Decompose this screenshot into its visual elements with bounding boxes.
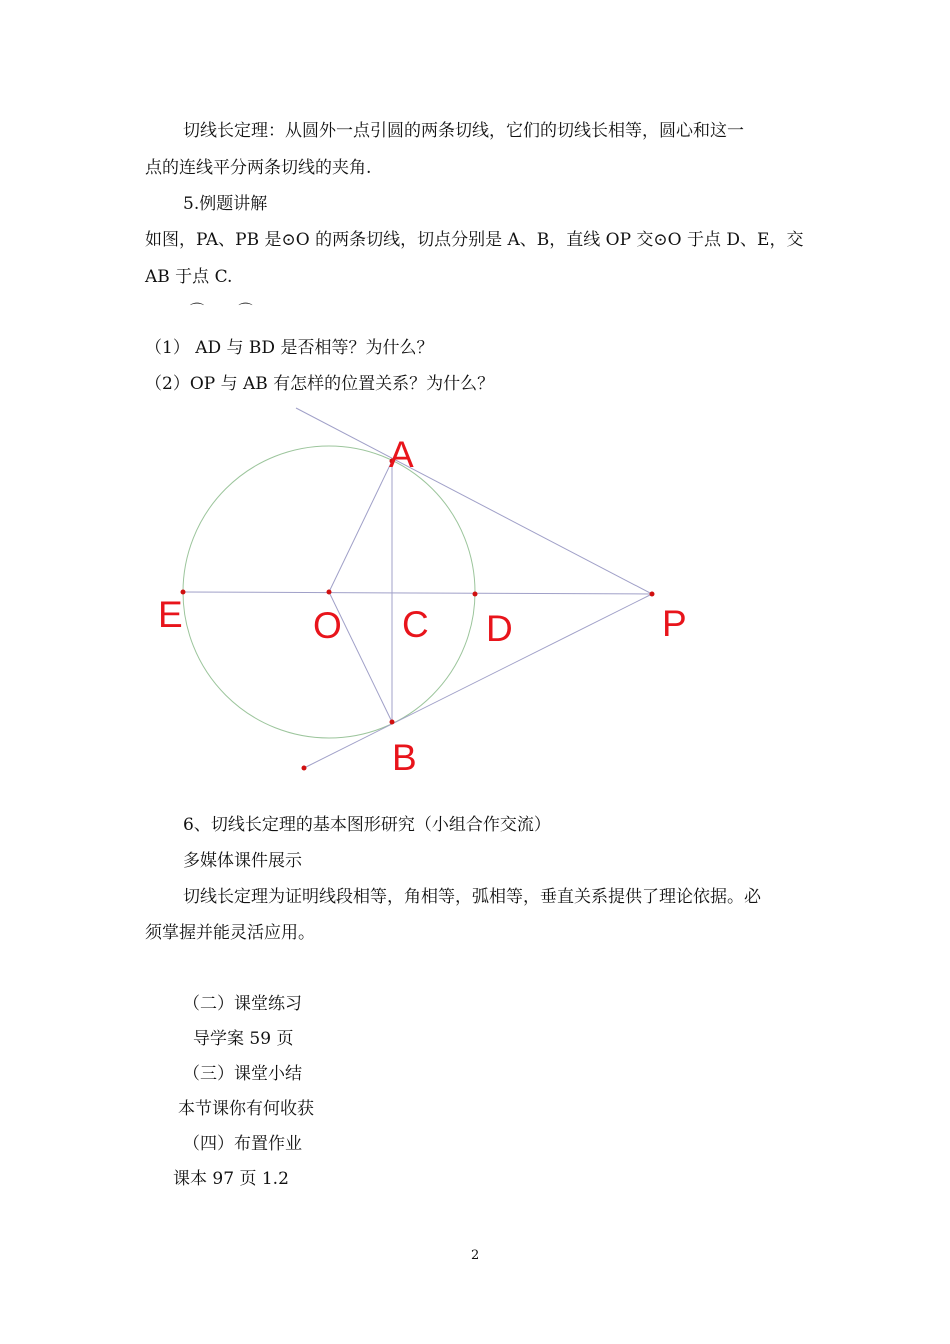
summary-title: （三）课堂小结 xyxy=(183,1064,302,1084)
homework-item: 课本 97 页 1.2 xyxy=(173,1169,289,1189)
arc-mark-ad: ⌒ xyxy=(190,303,204,319)
tangent-line-pb xyxy=(304,594,652,768)
theorem-line-2: 点的连线平分两条切线的夹角. xyxy=(145,158,372,178)
practice-item: 导学案 59 页 xyxy=(193,1029,294,1049)
summary-line-1: 切线长定理为证明线段相等，角相等，弧相等，垂直关系提供了理论依据。必 xyxy=(183,887,761,907)
segment-oa xyxy=(329,461,392,592)
label-a: A xyxy=(389,434,414,475)
question-2: （2）OP 与 AB 有怎样的位置关系？为什么？ xyxy=(145,374,495,394)
point-o xyxy=(327,590,332,595)
label-p: P xyxy=(662,603,687,644)
point-p xyxy=(650,592,655,597)
point-d xyxy=(473,592,478,597)
label-b: B xyxy=(392,737,417,778)
theorem-line-1: 切线长定理：从圆外一点引圆的两条切线，它们的切线长相等，圆心和这一 xyxy=(183,121,744,141)
section-5-title: 5.例题讲解 xyxy=(183,194,268,214)
summary-item: 本节课你有何收获 xyxy=(178,1099,314,1119)
arc-mark-bd: ⌒ xyxy=(238,303,253,319)
practice-title: （二）课堂练习 xyxy=(183,994,302,1014)
point-b xyxy=(390,720,395,725)
label-e: E xyxy=(158,594,183,635)
page-number: 2 xyxy=(471,1248,480,1263)
point-extension xyxy=(302,766,307,771)
summary-line-2: 须掌握并能灵活应用。 xyxy=(145,923,315,943)
label-d: D xyxy=(486,608,513,649)
question-1: （1） AD 与 BD 是否相等？为什么？ xyxy=(145,338,434,358)
example-line-2: AB 于点 C. xyxy=(145,267,233,287)
line-ep xyxy=(183,592,652,594)
section-6-title: 6、切线长定理的基本图形研究（小组合作交流） xyxy=(183,815,551,835)
example-line-1: 如图，PA、PB 是⊙O 的两条切线，切点分别是 A、B，直线 OP 交⊙O 于点 D、E，交 xyxy=(145,230,804,250)
label-c: C xyxy=(402,604,429,645)
label-o: O xyxy=(313,605,342,646)
tangent-line-pa xyxy=(296,408,652,594)
multimedia-line: 多媒体课件展示 xyxy=(183,851,302,871)
homework-title: （四）布置作业 xyxy=(183,1134,302,1154)
